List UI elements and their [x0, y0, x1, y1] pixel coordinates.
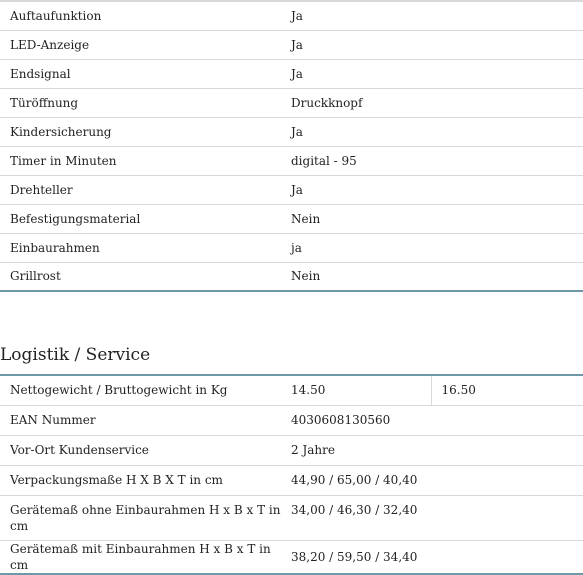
spec-label: Türöffnung [0, 88, 281, 117]
logistics-label: EAN Nummer [0, 405, 281, 435]
spec-value: Ja [281, 117, 583, 146]
logistics-label: Vor-Ort Kundenservice [0, 435, 281, 465]
table-row [0, 233, 583, 262]
logistics-table [0, 374, 583, 575]
table-row [0, 117, 583, 146]
table-row [0, 495, 583, 540]
table-row [0, 59, 583, 88]
spec-label: Drehteller [0, 175, 281, 204]
spec-label: Grillrost [0, 262, 281, 291]
logistics-value: 34,00 / 46,30 / 32,40 [281, 495, 583, 540]
logistics-label: Nettogewicht / Bruttogewicht in Kg [0, 375, 281, 405]
logistics-value: 14.50 [281, 375, 431, 405]
table-row [0, 1, 583, 30]
spec-label: Einbaurahmen [0, 233, 281, 262]
spec-value: Ja [281, 30, 583, 59]
spec-value: Ja [281, 175, 583, 204]
spec-value: Ja [281, 1, 583, 30]
table-row [0, 375, 583, 405]
spec-label: Auftaufunktion [0, 1, 281, 30]
spec-label: Befestigungsmaterial [0, 204, 281, 233]
table-row [0, 262, 583, 291]
table-row [0, 540, 583, 574]
spec-value: ja [281, 233, 583, 262]
logistics-value: 38,20 / 59,50 / 34,40 [281, 540, 583, 574]
table-row [0, 465, 583, 495]
logistics-label: Verpackungsmaße H X B X T in cm [0, 465, 281, 495]
spec-value: digital - 95 [281, 146, 583, 175]
spec-value: Druckknopf [281, 88, 583, 117]
logistics-value: 4030608130560 [281, 405, 583, 435]
section-title: Logistik / Service [0, 345, 151, 365]
spec-label: LED-Anzeige [0, 30, 281, 59]
table-row [0, 88, 583, 117]
spec-label: Kindersicherung [0, 117, 281, 146]
spec-value: Ja [281, 59, 583, 88]
logistics-value: 44,90 / 65,00 / 40,40 [281, 465, 583, 495]
logistics-value-secondary: 16.50 [431, 375, 583, 405]
table-row [0, 146, 583, 175]
spec-value: Nein [281, 262, 583, 291]
spec-label: Timer in Minuten [0, 146, 281, 175]
logistics-label: Gerätemaß mit Einbaurahmen H x B x T in cm [0, 540, 281, 574]
table-row [0, 405, 583, 435]
spec-value: Nein [281, 204, 583, 233]
table-row [0, 204, 583, 233]
table-row [0, 435, 583, 465]
spec-label: Endsignal [0, 59, 281, 88]
table-row [0, 175, 583, 204]
table-row [0, 30, 583, 59]
logistics-value: 2 Jahre [281, 435, 583, 465]
logistics-label: Gerätemaß ohne Einbaurahmen H x B x T in cm [0, 495, 281, 540]
